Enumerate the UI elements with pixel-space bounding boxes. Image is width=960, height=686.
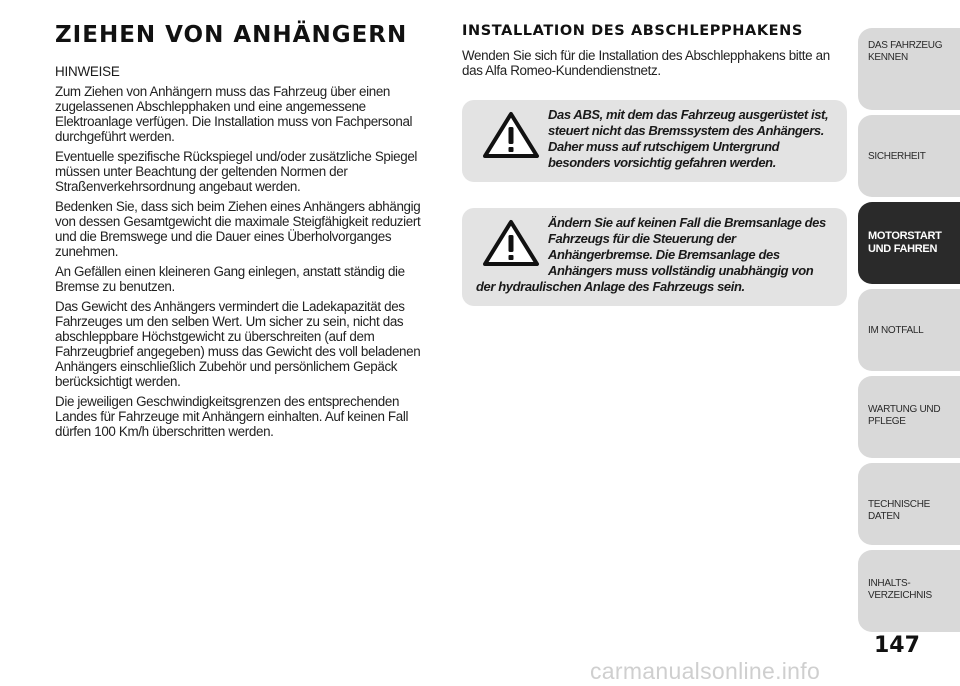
- tab-im-notfall[interactable]: [858, 289, 960, 371]
- tab-label: IM NOTFALL: [868, 325, 924, 336]
- paragraph: Bedenken Sie, dass sich beim Ziehen eines Anhängers abhängig von dessen Gesamtgewicht die maximale Steigfähigkeit reduziert und die Bremswege und die Dauer eines Überholvorganges zunehmen.: [55, 199, 421, 259]
- warning-triangle-icon: [482, 219, 540, 267]
- paragraph: Die jeweiligen Geschwindigkeitsgrenzen des entsprechenden Landes für Fahrzeuge mit Anhängern einhalten. Auf keinen Fall dürfen 100 Km/h überschritten werden.: [55, 394, 409, 439]
- paragraph: Zum Ziehen von Anhängern muss das Fahrzeug über einen zugelassenen Abschlepphaken und eine angemessene Elektroanlage verfügen. Die Installation muss von Fachpersonal durchgeführt werden.: [55, 84, 413, 144]
- tab-sicherheit[interactable]: [858, 115, 960, 197]
- chapter-tabs: [858, 0, 960, 686]
- tab-label: MOTORSTART UND FAHREN: [868, 230, 942, 255]
- tab-wartung-und-pflege[interactable]: [858, 376, 960, 458]
- section-title: ZIEHEN VON ANHÄNGERN: [55, 22, 408, 48]
- tab-inhaltsverzeichnis[interactable]: [858, 550, 960, 632]
- left-column: [55, 22, 440, 444]
- tab-label: SICHERHEIT: [868, 151, 926, 162]
- paragraph: An Gefällen einen kleineren Gang einlegen, anstatt ständig die Bremse zu benutzen.: [55, 264, 405, 294]
- page-number: 147: [874, 633, 920, 658]
- paragraph: Eventuelle spezifische Rückspiegel und/oder zusätzliche Spiegel müssen unter Beachtung der geltenden Normen der Straßenverkehrsordnung angebaut werden.: [55, 149, 418, 194]
- watermark: carmanualsonline.info: [590, 658, 821, 684]
- tab-das-fahrzeug-kennen[interactable]: [858, 28, 960, 110]
- notes-label: HINWEISE: [55, 64, 120, 79]
- warning-triangle-icon: [482, 111, 540, 159]
- warning-text: Ändern Sie auf keinen Fall die Bremsanlage des Fahrzeugs für die Steuerung der Anhängerbremse. Die Bremsanlage des Anhängers muss vollständig unabhängig von der hydraulischen Anlage des Fahrzeugs sein.: [476, 215, 826, 294]
- tab-technische-daten[interactable]: [858, 463, 960, 545]
- tab-label: TECHNISCHE DATEN: [868, 499, 931, 522]
- tab-label: DAS FAHRZEUG KENNEN: [868, 40, 943, 63]
- paragraph: Das Gewicht des Anhängers vermindert die Ladekapazität des Fahrzeuges um den selben Wert. Um sicher zu sein, nicht das abschleppbare Höchstgewicht zu überschreiten (auf dem Fahrzeugbrief angegeben) muss das Gewicht des voll beladenen Anhängers einschließlich Zubehör und persönlichem Gepäck berücksichtigt werden.: [55, 299, 421, 389]
- warning-text: Das ABS, mit dem das Fahrzeug ausgerüstet ist, steuert nicht das Bremssystem des Anhängers. Daher muss auf rutschigem Untergrund besonders vorsichtig gefahren werden.: [548, 107, 829, 170]
- warning-box: [462, 208, 847, 306]
- subsection-title: INSTALLATION DES ABSCHLEPPHAKENS: [462, 23, 803, 39]
- tab-motorstart-und-fahren[interactable]: [858, 202, 960, 284]
- warning-box: [462, 100, 847, 182]
- right-column: [462, 22, 847, 332]
- tab-label: INHALTS- VERZEICHNIS: [868, 578, 932, 601]
- intro-paragraph: Wenden Sie sich für die Installation des Abschlepphakens bitte an das Alfa Romeo-Kundendienstnetz.: [462, 48, 830, 78]
- tab-label: WARTUNG UND PFLEGE: [868, 404, 941, 427]
